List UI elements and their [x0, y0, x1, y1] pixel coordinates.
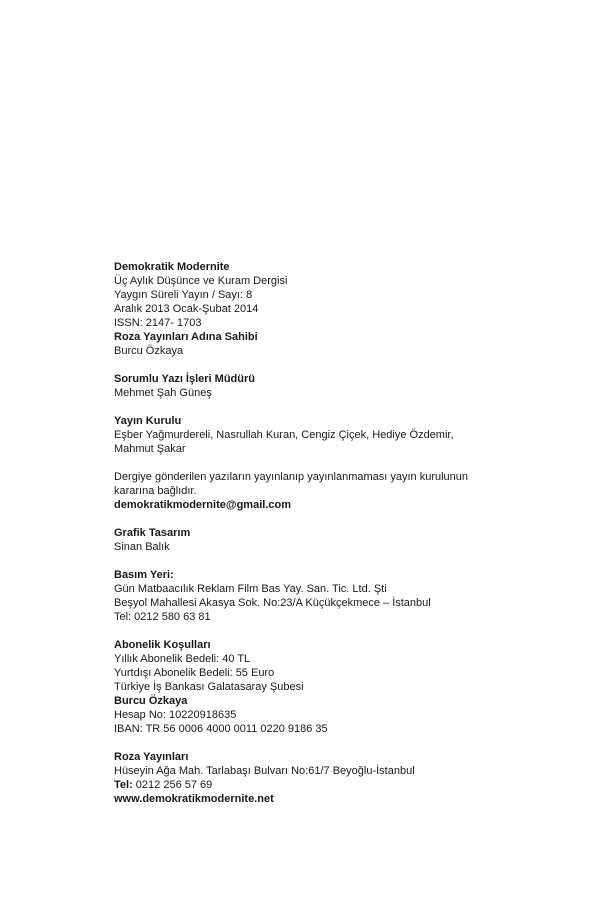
printing-label: Basım Yeri:: [114, 569, 174, 581]
subscription-bank: Türkiye İş Bankası Galatasaray Şubesi: [114, 681, 304, 693]
spacer: [114, 736, 514, 750]
owner-label: Roza Yayınları Adına Sahibi: [114, 331, 258, 343]
printing-phone: Tel: 0212 580 63 81: [114, 611, 211, 623]
spacer: [114, 456, 514, 470]
publisher-phone: 0212 256 57 69: [132, 779, 213, 791]
publisher-website: www.demokratikmodernite.net: [114, 793, 274, 805]
contact-email: demokratikmodernite@gmail.com: [114, 499, 291, 511]
board-members-line1: Eşber Yağmurdereli, Nasrullah Kuran, Cengiz Çiçek, Hediye Özdemir,: [114, 429, 454, 441]
design-name: Sinan Balık: [114, 541, 170, 553]
printing-address: Beşyol Mahallesi Akasya Sok. No:23/A Küçükçekmece – İstanbul: [114, 597, 431, 609]
subscription-label: Abonelik Koşulları: [114, 639, 211, 651]
spacer: [114, 624, 514, 638]
journal-date: Aralık 2013 Ocak-Şubat 2014: [114, 303, 259, 315]
journal-subtitle: Üç Aylık Düşünce ve Kuram Dergisi: [114, 275, 288, 287]
printing-company: Gün Matbaacılık Reklam Film Bas Yay. San. Tic. Ltd. Şti: [114, 583, 387, 595]
design-label: Grafik Tasarım: [114, 527, 191, 539]
subscription-annual: Yıllık Abonelik Bedeli: 40 TL: [114, 653, 251, 665]
publisher-phone-line: [114, 778, 514, 792]
subscription-account: Hesap No: 10220918635: [114, 709, 237, 721]
publisher-name: Roza Yayınları: [114, 751, 189, 763]
notice-line2: kararına bağlıdır.: [114, 485, 197, 497]
board-label: Yayın Kurulu: [114, 415, 182, 427]
journal-issue: Yaygın Süreli Yayın / Sayı: 8: [114, 289, 253, 301]
editor-label: Sorumlu Yazı İşleri Müdürü: [114, 373, 255, 385]
publisher-address: Hüseyin Ağa Mah. Tarlabaşı Bulvarı No:61/7 Beyoğlu-İstanbul: [114, 765, 415, 777]
spacer: [114, 400, 514, 414]
editor-name: Mehmet Şah Güneş: [114, 387, 212, 399]
spacer: [114, 358, 514, 372]
notice-line1: Dergiye gönderilen yazıların yayınlanıp yayınlanmaması yayın kurulunun: [114, 471, 469, 483]
journal-title: Demokratik Modernite: [114, 261, 230, 273]
board-members-line2: Mahmut Şakar: [114, 443, 186, 455]
subscription-iban: IBAN: TR 56 0006 4000 0011 0220 9186 35: [114, 723, 328, 735]
publisher-phone-label: Tel:: [114, 779, 133, 791]
subscription-holder: Burcu Özkaya: [114, 695, 188, 707]
colophon: [114, 260, 514, 806]
owner-name: Burcu Özkaya: [114, 345, 184, 357]
spacer: [114, 512, 514, 526]
spacer: [114, 554, 514, 568]
journal-issn: ISSN: 2147- 1703: [114, 317, 202, 329]
subscription-abroad: Yurtdışı Abonelik Bedeli: 55 Euro: [114, 667, 275, 679]
